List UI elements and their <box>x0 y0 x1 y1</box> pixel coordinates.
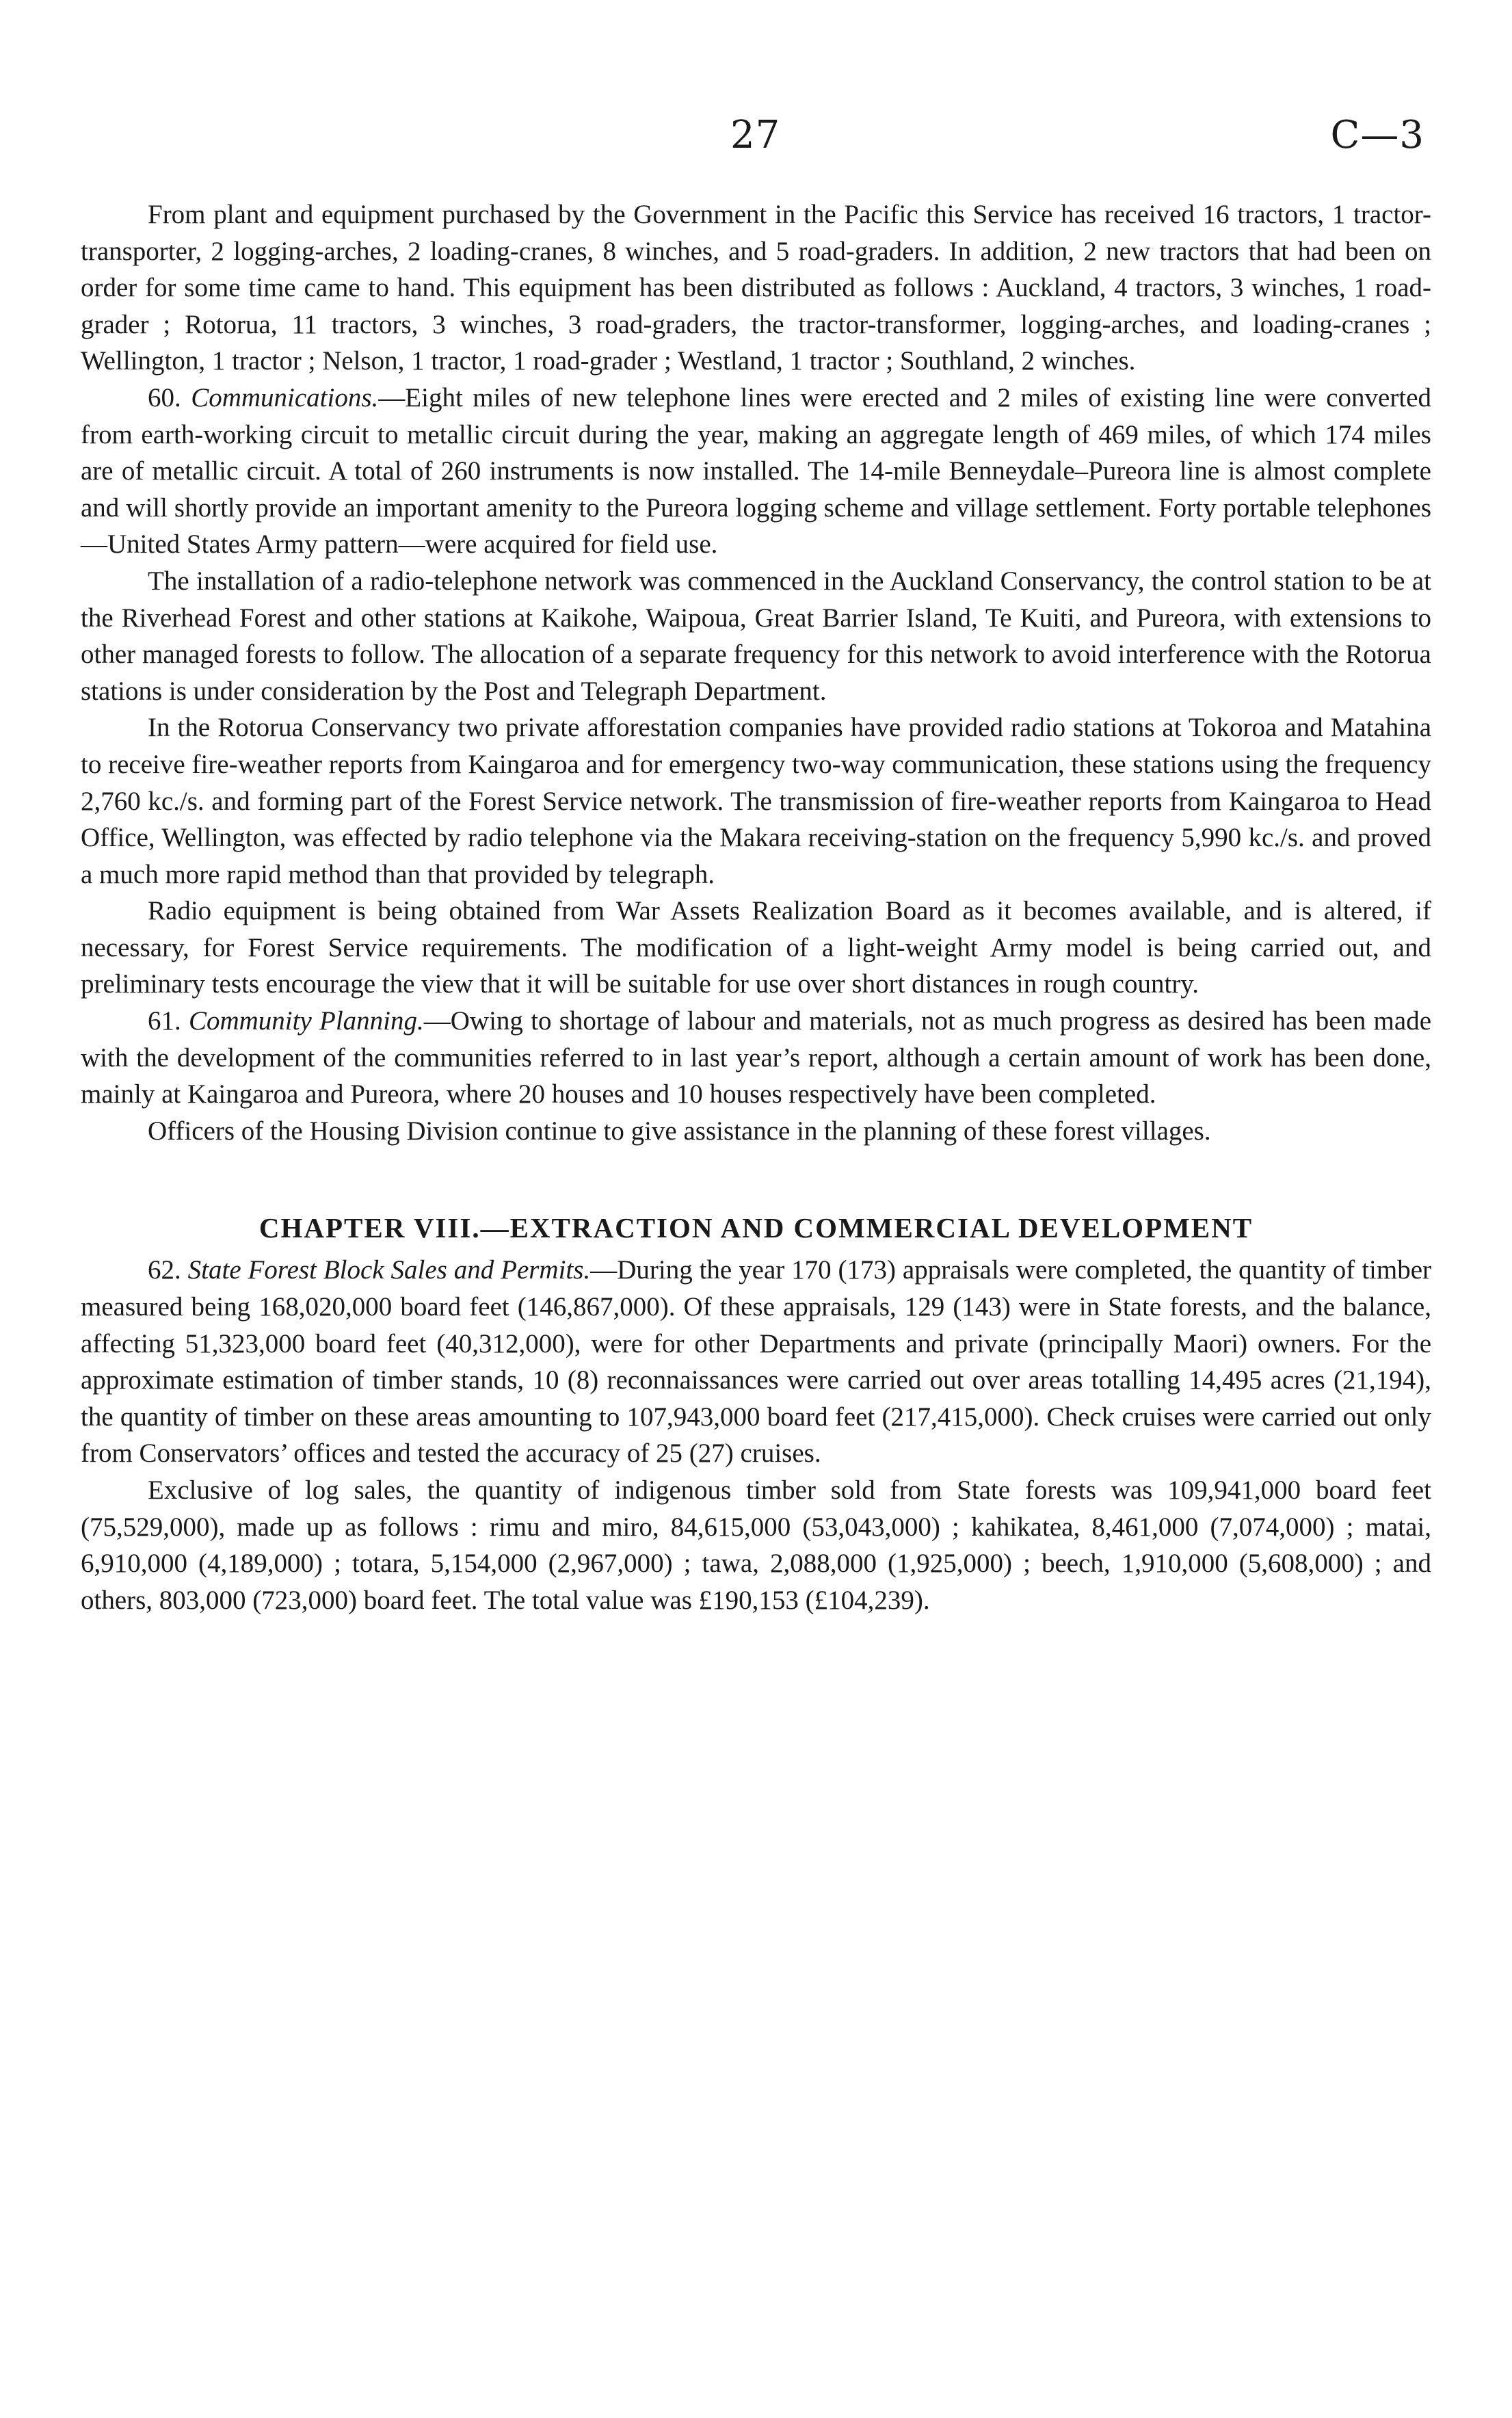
section-number: 60. <box>148 382 181 412</box>
chapter-heading: CHAPTER VIII.—EXTRACTION AND COMMERCIAL DEVELOPMENT <box>258 1212 1254 1244</box>
section-number: 61. <box>148 1006 181 1036</box>
paragraph-community-planning <box>81 1003 1431 1113</box>
paragraph-text: —During the year 170 (173) appraisals were completed, the quantity of timber measured being 168,020,000 board feet (146,867,000). Of these appraisals, 129 (143) were in State forests, and the balance, affecting 51,323,000 board feet (40,312,000), were for other Departments and private (principally Maori) owners. For the approximate estimation of timber stands, 10 (8) reconnaissances were carried out over areas totalling 14,495 acres (21,194), the quantity of timber on these areas amounting to 107,943,000 board feet (217,415,000). Check cruises were carried out only from Conservators’ offices and tested the accuracy of 25 (27) cruises. <box>81 1255 1432 1469</box>
paragraph-text: —Eight miles of new telephone lines were erected and 2 miles of existing line were converted from earth-working circuit to metallic circuit during the year, making an aggregate length of 469 miles, of which 174 miles are of metallic circuit. A total of 260 instruments is now installed. The 14-mile Benneydale–Pureora line is almost complete and will shortly provide an important amenity to the Pureora logging scheme and village settlement. Forty portable telephones—United States Army pattern—were acquired for field use. <box>81 382 1432 560</box>
paragraph-radio-equipment <box>81 893 1431 1003</box>
paragraph-text: Radio equipment is being obtained from War Assets Realization Board as it becomes available, and is altered, if necessary, for Forest Service requirements. The modification of a light-weight Army model is being carried out, and preliminary tests encourage the view that it will be suitable for use over short distances in rough country. <box>81 896 1431 999</box>
body-text <box>81 196 1431 1618</box>
paragraph-equipment <box>81 196 1431 380</box>
running-header <box>81 113 1431 168</box>
section-title: Communications. <box>191 382 379 412</box>
paragraph-communications <box>81 380 1431 563</box>
page-number: 27 <box>730 113 781 157</box>
section-title: Community Planning. <box>188 1006 424 1036</box>
section-number: 62. <box>148 1255 181 1285</box>
paragraph-indigenous-timber <box>81 1472 1431 1618</box>
document-reference: C—3 <box>1330 113 1424 157</box>
paragraph-text: In the Rotorua Conservancy two private afforestation companies have provided radio stations at Tokoroa and Matahina to receive fire-weather reports from Kaingaroa and for emergency two-way communication, these stations using the frequency 2,760 kc./s. and forming part of the Forest Service network. The transmission of fire-weather reports from Kaingaroa to Head Office, Wellington, was effected by radio telephone via the Makara receiving-station on the frequency 5,990 kc./s. and proved a much more rapid method than that provided by telegraph. <box>81 713 1431 889</box>
paragraph-housing-division <box>81 1113 1431 1150</box>
paragraph-text: Exclusive of log sales, the quantity of indigenous timber sold from State forests was 109,941,000 board feet (75,529,000), made up as follows : rimu and miro, 84,615,000 (53,043,000) ; kahikatea, 8,461,000 (7,074,000) ; matai, 6,910,000 (4,189,000) ; totara, 5,154,000 (2,967,000) ; tawa, 2,088,000 (1,925,000) ; beech, 1,910,000 (5,608,000) ; and others, 803,000 (723,000) board feet. The total value was £190,153 (£104,239). <box>81 1475 1431 1615</box>
paragraph-text: The installation of a radio-telephone network was commenced in the Auckland Conservancy, the control station to be at the Riverhead Forest and other stations at Kaikohe, Waipoua, Great Barrier Island, Te Kuiti, and Pureora, with extensions to other managed forests to follow. The allocation of a separate frequency for this network to avoid interference with the Rotorua stations is under consideration by the Post and Telegraph Department. <box>81 566 1431 706</box>
section-title: State Forest Block Sales and Permits. <box>187 1255 591 1285</box>
paragraph-text: —Owing to shortage of labour and materials, not as much progress as desired has been made with the development of the communities referred to in last year’s report, although a certain amount of work has been done, mainly at Kaingaroa and Pureora, where 20 houses and 10 houses respectively have been completed. <box>81 1006 1432 1109</box>
document-page <box>81 113 1431 1618</box>
paragraph-text: Officers of the Housing Division continue to give assistance in the planning of these forest villages. <box>148 1116 1211 1146</box>
paragraph-text: From plant and equipment purchased by the Government in the Pacific this Service has received 16 tractors, 1 tractor-transporter, 2 logging-arches, 2 loading-cranes, 8 winches, and 5 road-graders. In addition, 2 new tractors that had been on order for some time came to hand. This equipment has been distributed as follows : Auckland, 4 tractors, 3 winches, 1 road-grader ; Rotorua, 11 tractors, 3 winches, 3 road-graders, the tractor-transformer, logging-arches, and loading-cranes ; Wellington, 1 tractor ; Nelson, 1 tractor, 1 road-grader ; Westland, 1 tractor ; Southland, 2 winches. <box>81 200 1431 376</box>
paragraph-rotorua-radio <box>81 709 1431 893</box>
paragraph-radio-network <box>81 563 1431 709</box>
paragraph-block-sales <box>81 1252 1431 1472</box>
